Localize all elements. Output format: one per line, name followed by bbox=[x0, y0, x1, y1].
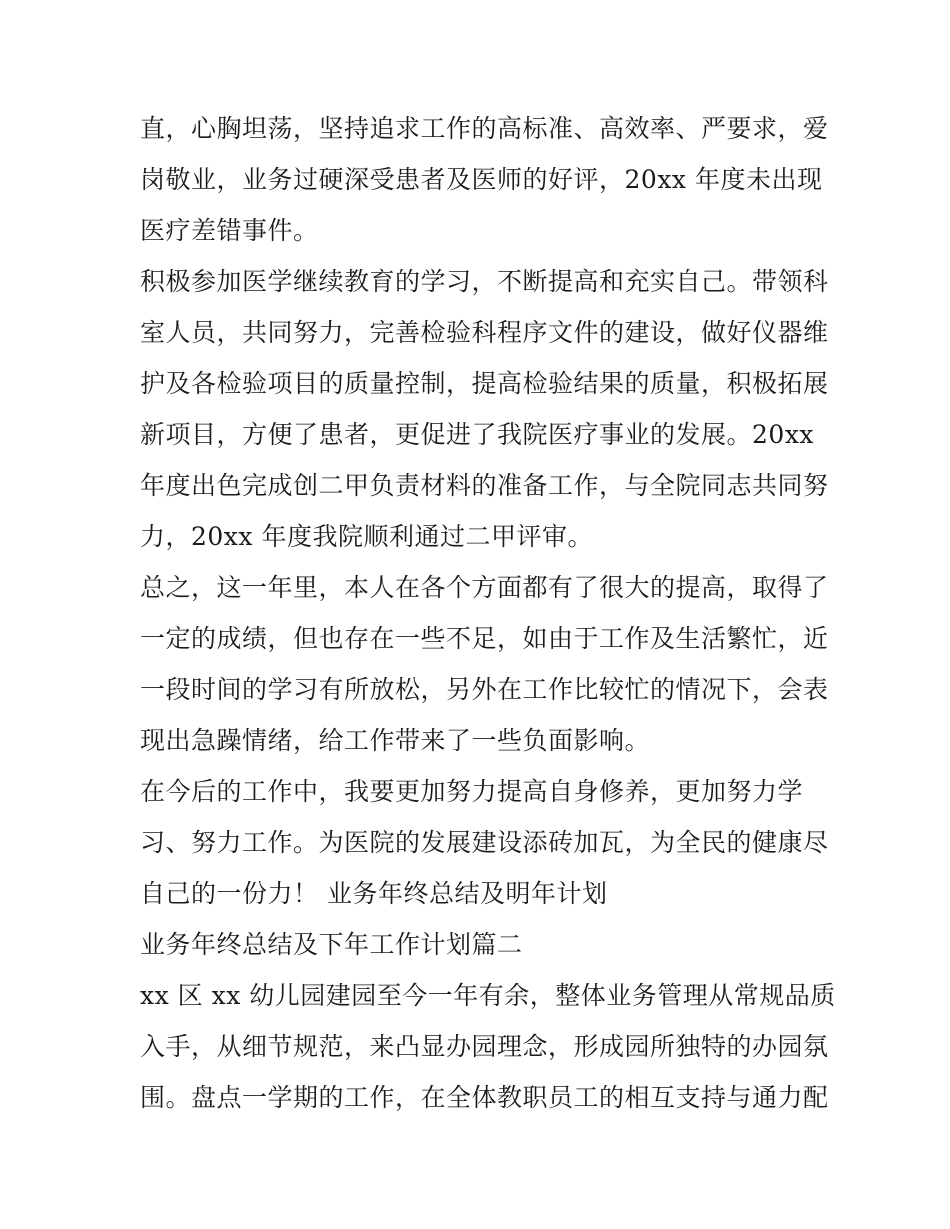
text-line: 室人员，共同努力，完善检验科程序文件的建设，做好仪器维 bbox=[140, 318, 829, 347]
text-line: 一段时间的学习有所放松，另外在工作比较忙的情况下，会表 bbox=[140, 675, 829, 704]
text-line: 总之，这一年里，本人在各个方面都有了很大的提高，取得了 bbox=[140, 573, 829, 602]
document-body bbox=[140, 103, 836, 1123]
text-line: 积极参加医学继续教育的学习，不断提高和充实自己。带领科 bbox=[140, 267, 829, 296]
text-line: 现出急躁情绪，给工作带来了一些负面影响。 bbox=[140, 726, 651, 755]
text-line: 护及各检验项目的质量控制，提高检验结果的质量，积极拓展 bbox=[140, 369, 829, 398]
text-line: 围。盘点一学期的工作，在全体教职员工的相互支持与通力配 bbox=[140, 1083, 829, 1112]
text-line: 一定的成绩，但也存在一些不足，如由于工作及生活繁忙，近 bbox=[140, 624, 829, 653]
text-line: 医疗差错事件。 bbox=[140, 216, 319, 245]
section-heading: 业务年终总结及下年工作计划篇二 bbox=[140, 930, 523, 959]
text-line: 年度出色完成创二甲负责材料的准备工作，与全院同志共同努 bbox=[140, 471, 829, 500]
text-line: 力，20xx 年度我院顺利通过二甲评审。 bbox=[140, 522, 593, 551]
text-line: xx 区 xx 幼儿园建园至今一年有余，整体业务管理从常规品质 bbox=[140, 981, 836, 1010]
text-line: 岗敬业，业务过硬深受患者及医师的好评，20xx 年度未出现 bbox=[140, 165, 823, 194]
text-line: 在今后的工作中，我要更加努力提高自身修养，更加努力学 bbox=[140, 777, 804, 806]
text-line: 新项目，方便了患者，更促进了我院医疗事业的发展。20xx bbox=[140, 420, 815, 449]
text-line: 入手，从细节规范，来凸显办园理念，形成园所独特的办园氛 bbox=[140, 1032, 829, 1061]
text-line: 习、努力工作。为医院的发展建设添砖加瓦，为全民的健康尽 bbox=[140, 828, 829, 857]
text-line: 自己的一份力！ 业务年终总结及明年计划 bbox=[140, 879, 608, 908]
text-line: 直，心胸坦荡，坚持追求工作的高标准、高效率、严要求，爱 bbox=[140, 114, 829, 143]
